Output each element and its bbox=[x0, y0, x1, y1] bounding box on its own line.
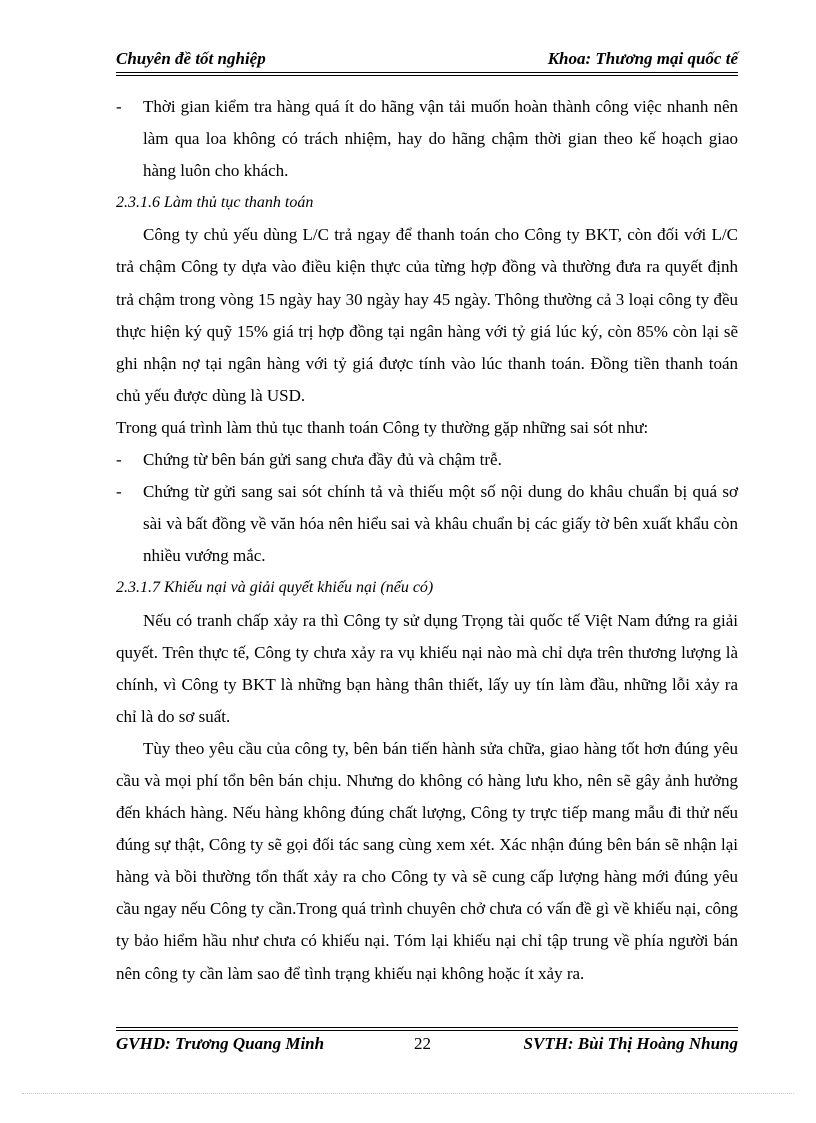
header-rule-double bbox=[116, 75, 738, 76]
page-edge bbox=[22, 1093, 794, 1094]
bullet-text: Chứng từ bên bán gửi sang chưa đầy đủ và chậm trễ. bbox=[143, 450, 502, 470]
page-header bbox=[116, 49, 738, 71]
footer-rule-double bbox=[116, 1027, 738, 1028]
page-number: 22 bbox=[414, 1034, 431, 1053]
page-body bbox=[116, 91, 738, 990]
footer-student: SVTH: Bùi Thị Hoàng Nhung bbox=[523, 1034, 738, 1053]
page-footer bbox=[116, 1034, 738, 1056]
section-heading: 2.3.1.6 Làm thủ tục thanh toán bbox=[116, 194, 314, 212]
bullet-text: Thời gian kiểm tra hàng quá ít do hãng vận tải muốn hoàn thành công việc nhanh nên làm qua loa không có trách nhiệm, hay do hãng chậm thời gian theo kế hoạch giao hàng luôn cho khách. bbox=[143, 97, 738, 181]
paragraph: Nếu có tranh chấp xảy ra thì Công ty sử dụng Trọng tài quốc tế Việt Nam đứng ra giải quyết. Trên thực tế, Công ty chưa xảy ra vụ khiếu nại nào mà chỉ dựa trên thương lượng là chính, vì Công ty BKT là những bạn hàng thân thiết, lấy uy tín làm đầu, những lỗi xảy ra chỉ là do sơ suất. bbox=[116, 610, 738, 726]
bullet-item bbox=[116, 444, 738, 476]
bullet-item bbox=[116, 91, 738, 187]
bullet-item bbox=[116, 476, 738, 572]
header-rule bbox=[116, 72, 738, 73]
bullet-text: Chứng từ gửi sang sai sót chính tả và thiếu một số nội dung do khâu chuẩn bị quá sơ sài và bất đồng về văn hóa nên hiểu sai và khâu chuẩn bị các giấy tờ bên xuất khẩu còn nhiều vướng mắc. bbox=[143, 482, 738, 566]
header-thesis-title: Chuyên đề tốt nghiệp bbox=[116, 49, 266, 68]
paragraph: Công ty chủ yếu dùng L/C trả ngay để thanh toán cho Công ty BKT, còn đối với L/C trả chậm Công ty dựa vào điều kiện thực của từng hợp đồng và thường đưa ra quyết định trả chậm trong vòng 15 ngày hay 30 ngày hay 45 ngày. Thông thường cả 3 loại công ty đều thực hiện ký quỹ 15% giá trị hợp đồng tại ngân hàng với tỷ giá lúc ký, còn 85% còn lại sẽ ghi nhận nợ tại ngân hàng với tỷ giá được tính vào lúc thanh toán. Đồng tiền thanh toán chủ yếu được dùng là USD. bbox=[116, 225, 738, 405]
footer-supervisor: GVHD: Trương Quang Minh bbox=[116, 1034, 325, 1053]
footer-rule bbox=[116, 1030, 738, 1031]
bullet-marker: - bbox=[116, 482, 122, 502]
paragraph: Tùy theo yêu cầu của công ty, bên bán tiến hành sửa chữa, giao hàng tốt hơn đúng yêu cầu và mọi phí tổn bên bán chịu. Nhưng do không có hàng lưu kho, nên sẽ gây ảnh hưởng đến khách hàng. Nếu hàng không đúng chất lượng, Công ty trực tiếp mang mẫu đi thử nếu đúng sự thật, Công ty sẽ gọi đối tác sang cùng xem xét. Xác nhận đúng bên bán sẽ nhận lại hàng và bồi thường tổn thất xảy ra cho Công ty và sẽ cung cấp lượng hàng mới đúng yêu cầu ngay nếu Công ty cần.Trong quá trình chuyên chở chưa có vấn đề gì về khiếu nại, công ty bảo hiểm hầu như chưa có khiếu nại. Tóm lại khiếu nại chỉ tập trung về phía người bán nên công ty cần làm sao để tình trạng khiếu nại không hoặc ít xảy ra. bbox=[116, 738, 738, 983]
paragraph: Trong quá trình làm thủ tục thanh toán Công ty thường gặp những sai sót như: bbox=[116, 417, 649, 437]
bullet-marker: - bbox=[116, 450, 122, 470]
header-faculty: Khoa: Thương mại quốc tế bbox=[547, 49, 738, 68]
bullet-marker: - bbox=[116, 97, 122, 116]
section-heading: 2.3.1.7 Khiếu nại và giải quyết khiếu nại (nếu có) bbox=[116, 579, 434, 597]
